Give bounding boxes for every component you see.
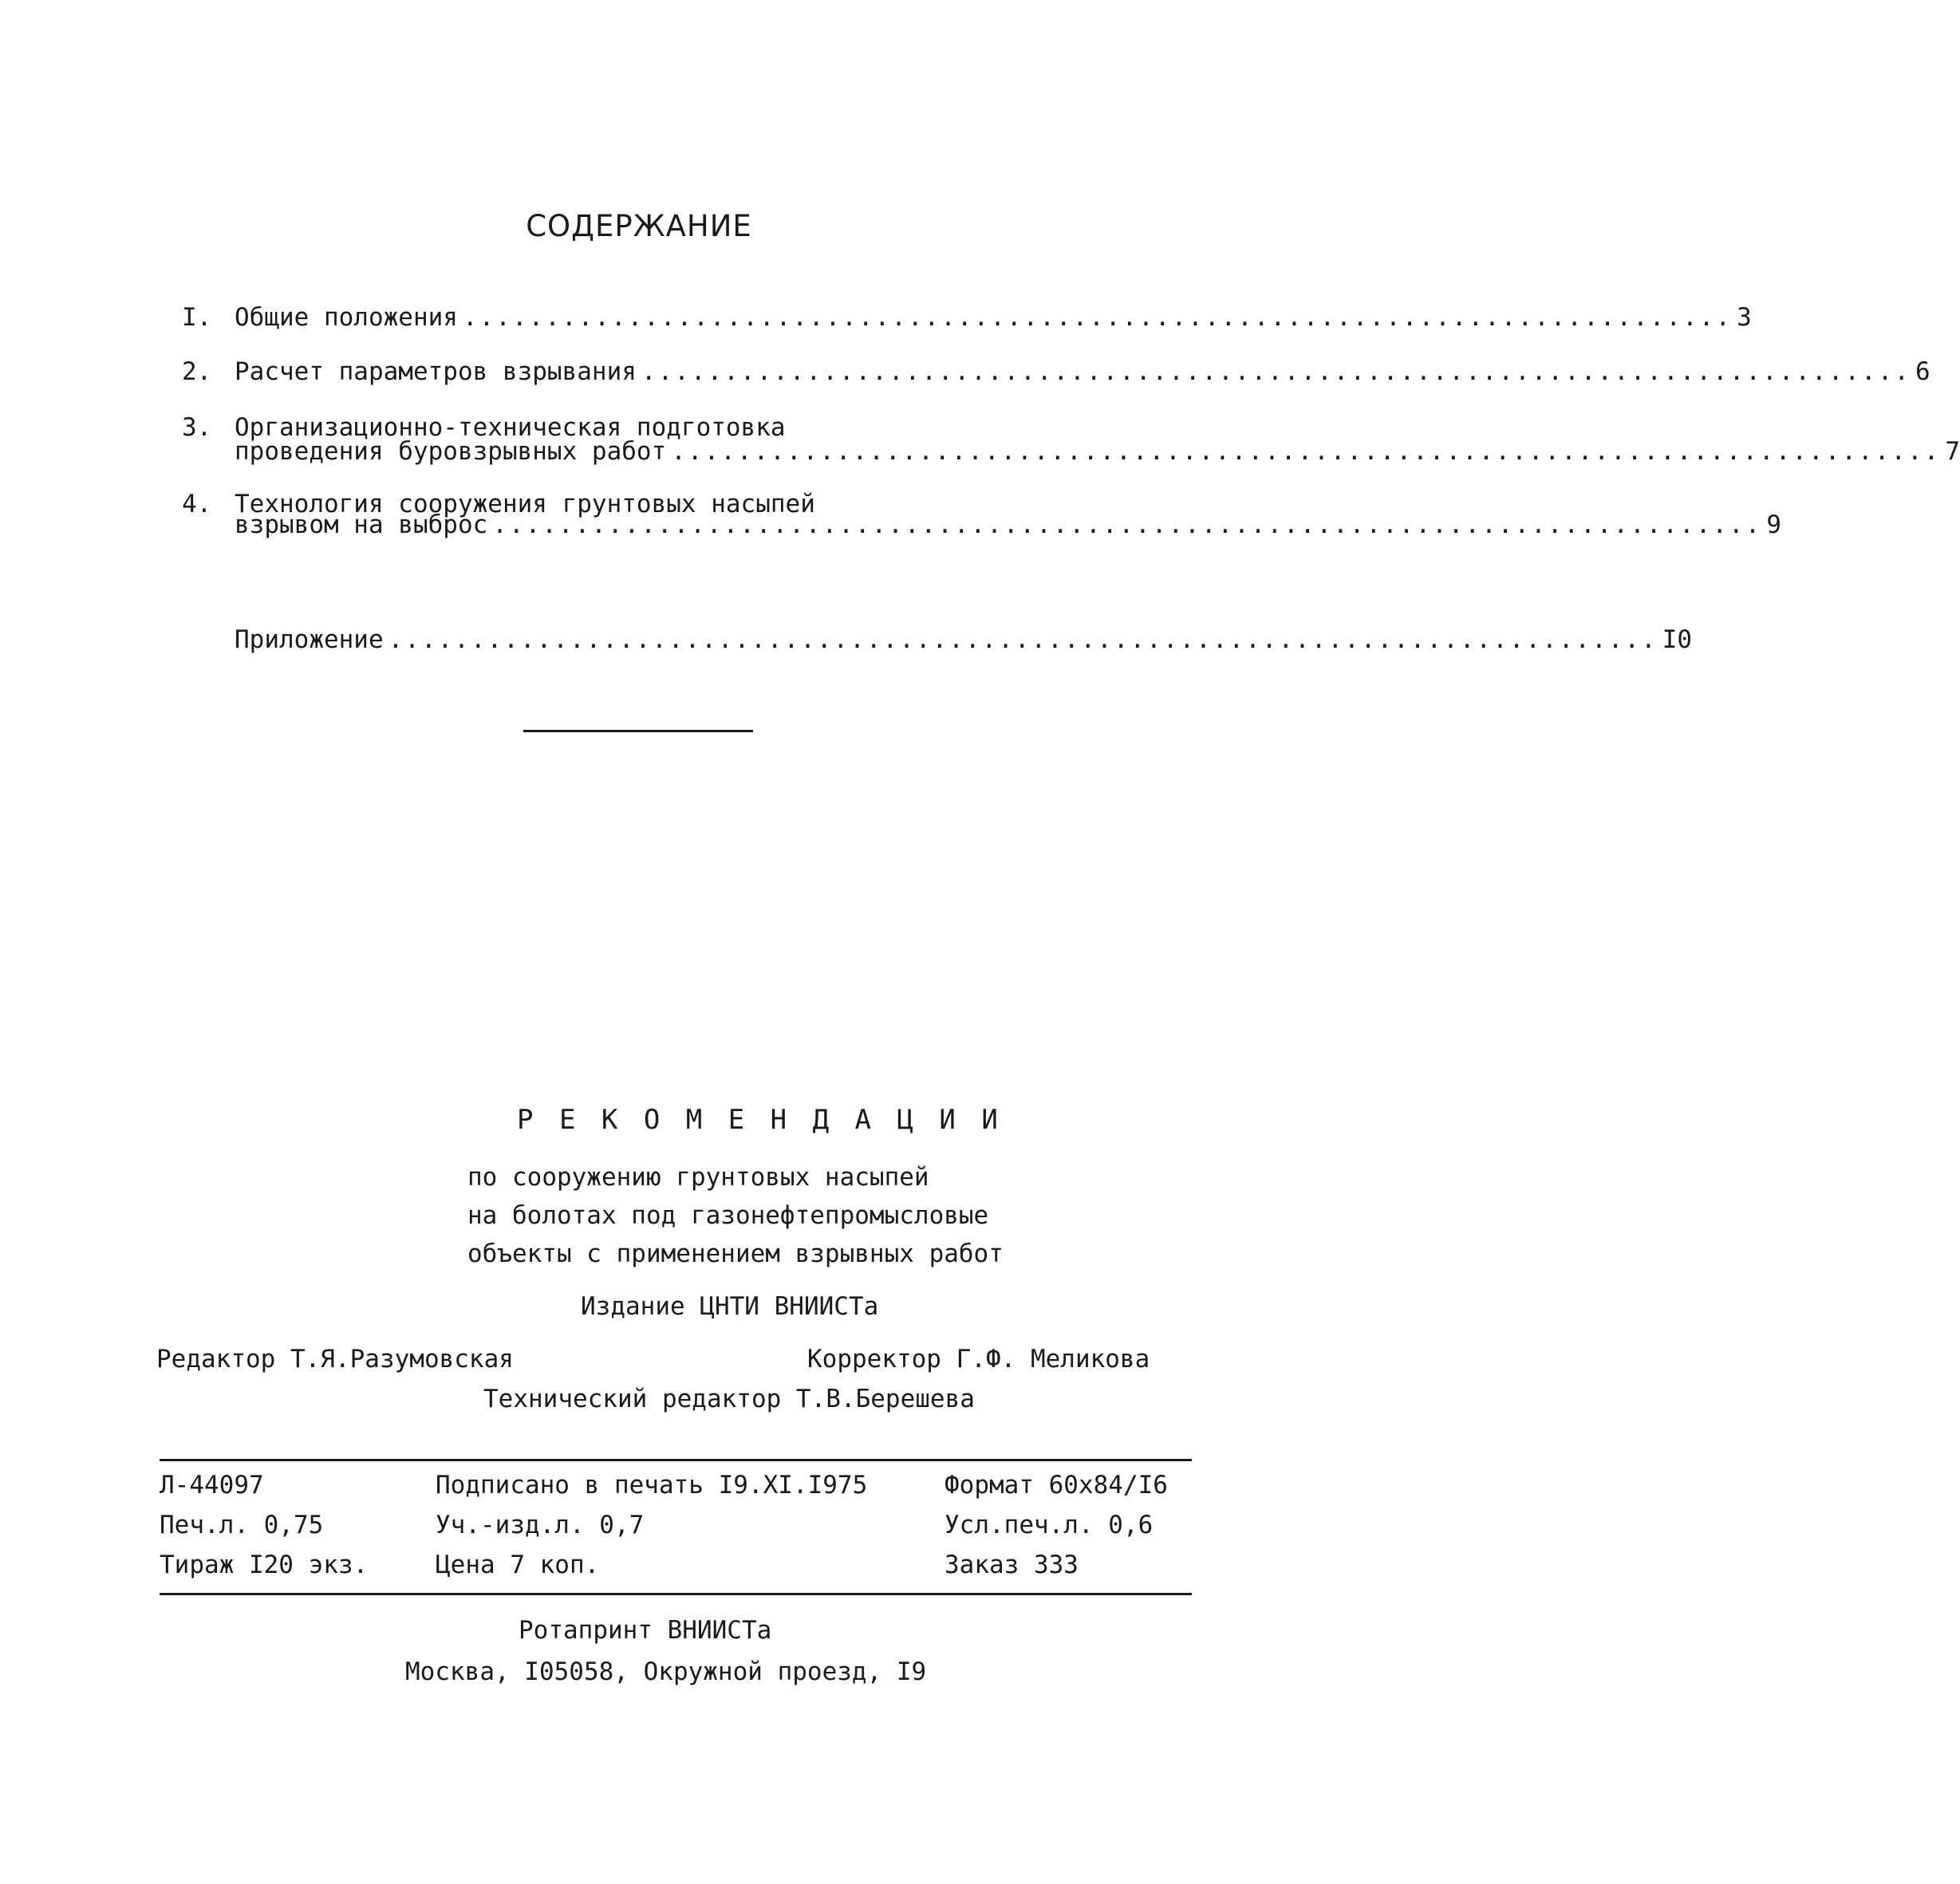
table-cell: Л-44097 [160,1471,264,1500]
toc-item-page: 3 [1737,303,1752,332]
toc-item-title: Приложение [235,625,384,654]
section-divider [523,730,753,732]
table-cell: Подписано в печать I9.XI.I975 [436,1471,868,1500]
toc-item-title: Организационно-техническая подготовка [235,413,786,442]
table-cell: Заказ 333 [945,1551,1079,1579]
toc-item-title: Технология сооружения грунтовых насыпей [235,490,815,518]
table-top-rule [160,1459,1192,1461]
tech-editor-line: Технический редактор Т.В.Берешева [483,1385,975,1413]
toc-item-title: Расчет параметров взрывания [235,357,637,386]
toc-item-number: 2. [182,357,212,386]
imprint-subtitle-line: объекты с применением взрывных работ [467,1240,1004,1268]
table-bottom-rule [160,1593,1192,1595]
toc-item-page: 7 [1945,437,1960,466]
toc-leader-dots: ............................................................................. [492,510,1762,539]
toc-item-page: 9 [1766,510,1782,539]
table-cell: Усл.печ.л. 0,6 [945,1511,1154,1539]
table-cell: Печ.л. 0,75 [160,1511,324,1539]
table-cell: Уч.-изд.л. 0,7 [436,1511,645,1539]
imprint-subtitle-line: на болотах под газонефтепромысловые [467,1201,989,1230]
table-cell: Тираж I20 экз. [160,1551,369,1579]
toc-item-number: 3. [182,413,212,442]
editor-line: Редактор Т.Я.Разумовская [156,1345,514,1374]
toc-item-title-cont: взрывом на выброс [235,510,488,539]
imprint-heading: Р Е К О М Е Н Д А Ц И И [517,1104,1003,1136]
edition-line: Издание ЦНТИ ВНИИСТа [581,1292,879,1321]
toc-leader-dots: ............................................................................. [462,303,1733,332]
corrector-line: Корректор Г.Ф. Меликова [807,1345,1150,1374]
toc-item-number: 4. [182,490,212,518]
toc-leader-dots: ............................................................................. [388,625,1658,654]
toc-item-number: I. [182,303,212,332]
contents-title: СОДЕРЖАНИЕ [526,209,752,243]
toc-item-page: 6 [1915,357,1930,386]
table-cell: Цена 7 коп. [436,1551,600,1579]
toc-leader-dots: ............................................................................. [671,437,1941,466]
toc-leader-dots: ............................................................................. [641,357,1911,386]
address-line: Москва, I05058, Окружной проезд, I9 [405,1657,927,1686]
toc-item-title: Общие положения [235,303,458,332]
imprint-subtitle-line: по сооружению грунтовых насыпей [467,1163,929,1192]
toc-item-page: I0 [1662,625,1693,654]
toc-item-title-cont: проведения буровзрывных работ [235,437,667,466]
table-cell: Формат 60х84/I6 [945,1471,1168,1500]
printer-line: Ротапринт ВНИИСТа [519,1616,772,1645]
